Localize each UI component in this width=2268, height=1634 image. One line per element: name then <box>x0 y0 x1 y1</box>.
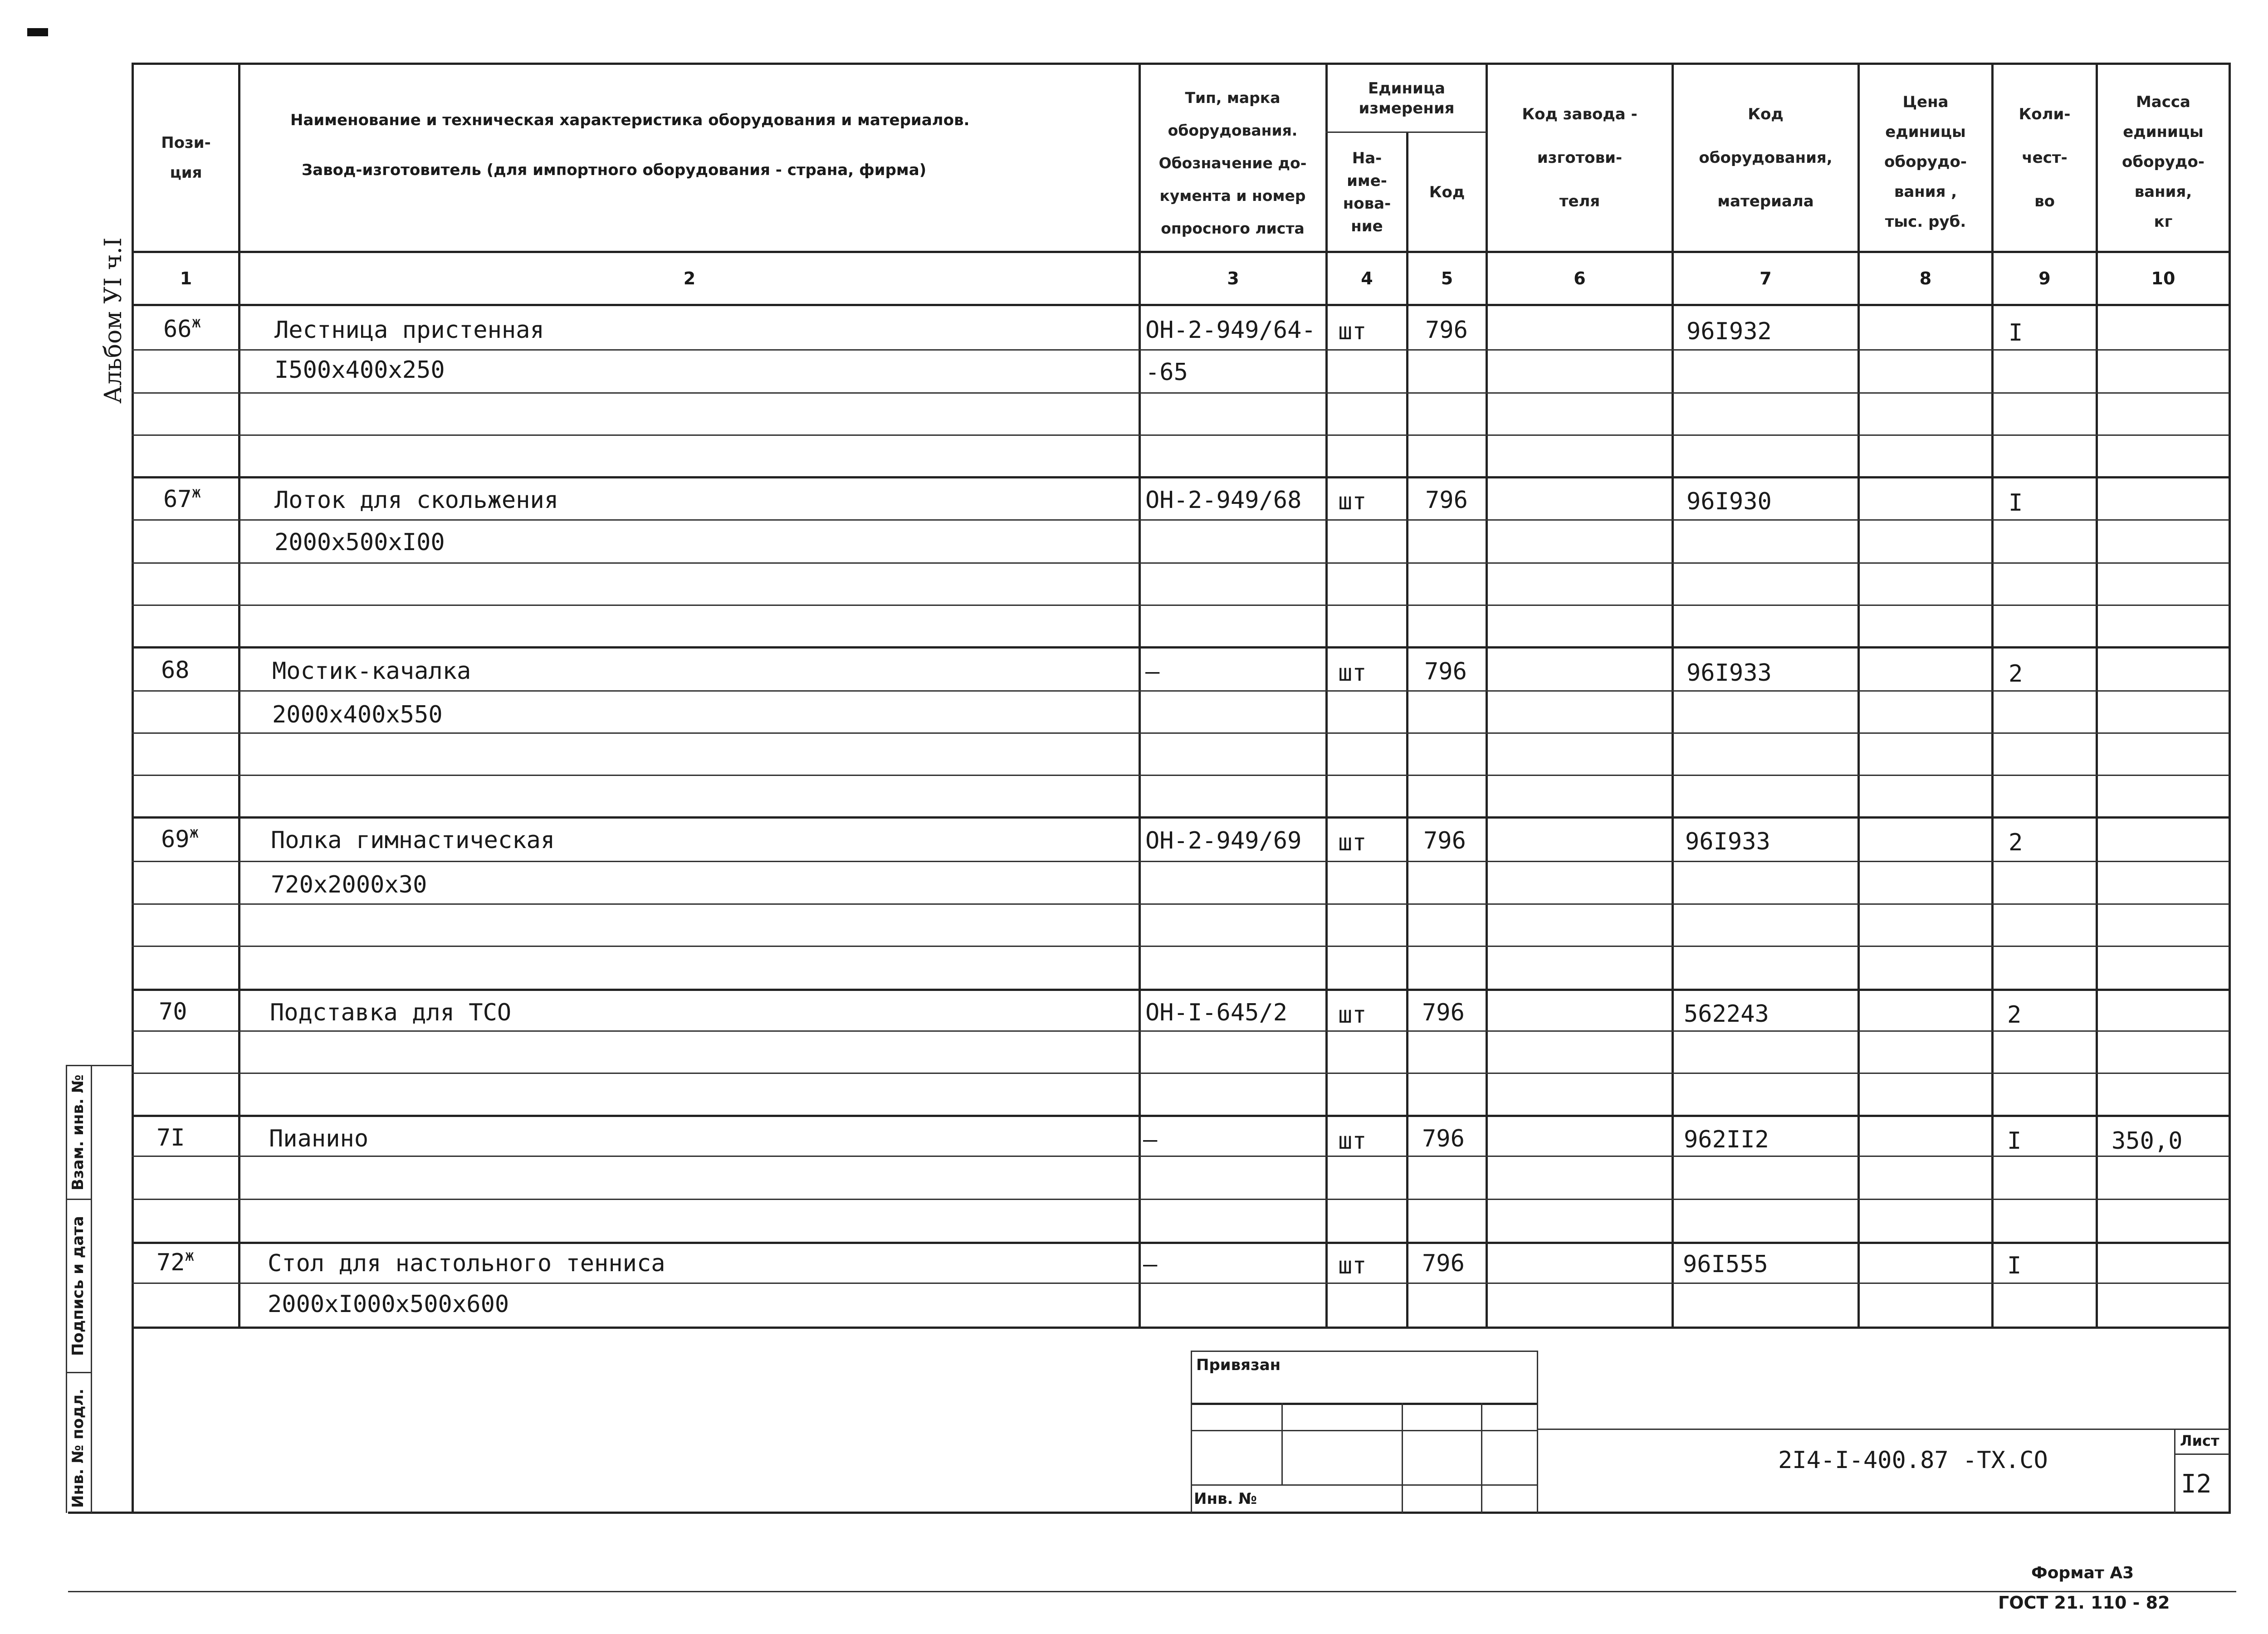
row-type: – <box>1143 1126 1158 1153</box>
row-unit: шт <box>1338 659 1367 687</box>
row-quantity: I <box>2009 319 2023 346</box>
header-unit-group-title: Единица измерения <box>1359 79 1455 117</box>
row-quantity: 2 <box>2007 1001 2022 1029</box>
row-quantity: 2 <box>2009 660 2023 688</box>
header-price: Цена единицы оборудо- вания , тыс. руб. <box>1884 93 1967 231</box>
row-unit-code: 796 <box>1425 317 1468 344</box>
header-name-line2: Завод-изготовитель (для импортного оборудования - страна, фирма) <box>302 161 927 179</box>
colnum-8: 8 <box>1919 268 1932 288</box>
header-type: Тип, марка оборудования. Обозначение до- кумента и номер опросного листа <box>1158 89 1307 237</box>
colnum-6: 6 <box>1574 268 1586 288</box>
row-position: $72^ж$ <box>156 1247 195 1276</box>
row-unit: шт <box>1338 488 1367 515</box>
row-quantity: I <box>2007 1127 2022 1155</box>
row-name: Пианино <box>269 1125 369 1152</box>
sheet-number: I2 <box>2181 1469 2212 1499</box>
side-stamp-vzam: Взам. инв. № <box>69 1074 87 1190</box>
row-quantity: 2 <box>2009 829 2023 856</box>
inv-no-label: Инв. № <box>1194 1490 1257 1508</box>
row-position: 7I <box>156 1124 185 1151</box>
row-position: $67^ж$ <box>163 483 201 513</box>
row-unit-code: 796 <box>1424 658 1467 685</box>
row-position: $69^ж$ <box>161 824 199 853</box>
row-unit-code: 796 <box>1422 999 1465 1026</box>
row-equipment-code: 562243 <box>1684 1000 1769 1028</box>
colnum-9: 9 <box>2038 268 2051 288</box>
row-unit-code: 796 <box>1422 1125 1465 1152</box>
side-stamp-podpis: Подпись и дата <box>69 1216 87 1356</box>
gost-label: ГОСТ 21. 110 - 82 <box>1998 1593 2170 1613</box>
row-name-dimensions: 720x2000x30 <box>271 871 427 898</box>
colnum-7: 7 <box>1760 268 1772 288</box>
row-equipment-code: 96I933 <box>1686 659 1772 687</box>
row-unit-code: 796 <box>1425 487 1468 514</box>
colnum-5: 5 <box>1441 268 1453 288</box>
row-type: ОН-2-949/68 <box>1145 487 1302 514</box>
row-name: Стол для настольного тенниса <box>268 1250 665 1277</box>
row-mass: 350,0 <box>2112 1127 2183 1155</box>
row-unit-code: 796 <box>1422 1250 1465 1277</box>
row-name-dimensions: 2000x400x550 <box>272 701 443 728</box>
row-position: 68 <box>161 657 190 684</box>
row-unit: шт <box>1338 318 1367 345</box>
header-equipment-code: Код оборудования, материала <box>1699 105 1833 210</box>
row-equipment-code: 96I932 <box>1686 318 1772 345</box>
row-unit: шт <box>1338 829 1367 856</box>
row-type: – <box>1145 658 1160 685</box>
row-name: Лоток для скольжения <box>274 487 559 514</box>
row-name: Полка гимнастическая <box>271 827 555 854</box>
header-mass: Масса единицы оборудо- вания, кг <box>2122 93 2204 231</box>
colnum-4: 4 <box>1361 268 1373 288</box>
row-unit: шт <box>1338 1252 1367 1279</box>
row-unit: шт <box>1338 1001 1367 1029</box>
header-factory-code: Код завода - изготови- теля <box>1522 105 1637 210</box>
album-label: Альбом УI ч.I <box>100 237 127 404</box>
corner-mark <box>27 28 48 36</box>
colnum-1: 1 <box>180 268 192 288</box>
row-position: 70 <box>159 998 187 1025</box>
header-unit-group: На- име- нова- ние <box>1343 149 1391 235</box>
row-equipment-code: 96I933 <box>1685 828 1770 855</box>
row-equipment-code: 962II2 <box>1684 1126 1769 1153</box>
privyazan-label: Привязан <box>1196 1356 1281 1374</box>
row-quantity: I <box>2007 1252 2022 1279</box>
colnum-3: 3 <box>1227 268 1239 288</box>
row-type-cont: -65 <box>1145 359 1188 386</box>
row-equipment-code: 96I930 <box>1686 488 1772 515</box>
row-name: Мостик-качалка <box>272 658 471 685</box>
row-type: ОН-2-949/69 <box>1145 827 1302 854</box>
row-name-dimensions: I500x400x250 <box>274 356 445 384</box>
row-unit-code: 796 <box>1423 827 1466 854</box>
side-stamp-inv-podl: Инв. № подл. <box>69 1388 87 1508</box>
colnum-10: 10 <box>2151 268 2175 288</box>
row-name: Подставка для ТСО <box>270 999 512 1026</box>
header-name-line1: Наименование и техническая характеристика оборудования и материалов. <box>290 111 970 129</box>
sheet-label: Лист <box>2180 1432 2219 1449</box>
row-type: ОН-2-949/64- <box>1145 317 1316 344</box>
row-position: $66^ж$ <box>163 313 201 343</box>
format-label: Формат А3 <box>2031 1564 2134 1582</box>
document-code: 2I4-I-400.87 -ТХ.СО <box>1778 1447 2048 1474</box>
row-unit: шт <box>1338 1127 1367 1155</box>
row-name: Лестница пристенная <box>274 317 544 344</box>
row-equipment-code: 96I555 <box>1683 1251 1768 1278</box>
row-type: – <box>1143 1251 1158 1278</box>
row-type: ОН-I-645/2 <box>1145 999 1288 1026</box>
row-quantity: I <box>2009 489 2023 517</box>
row-name-dimensions: 2000x500xI00 <box>274 529 445 556</box>
header-position: Пози- ция <box>161 134 211 182</box>
row-name-dimensions: 2000xI000x500x600 <box>268 1291 509 1318</box>
colnum-2: 2 <box>683 268 696 288</box>
header-unit-code: Код <box>1429 183 1465 201</box>
footer-rule <box>68 1591 2236 1592</box>
header-quantity: Коли- чест- во <box>2019 105 2071 210</box>
